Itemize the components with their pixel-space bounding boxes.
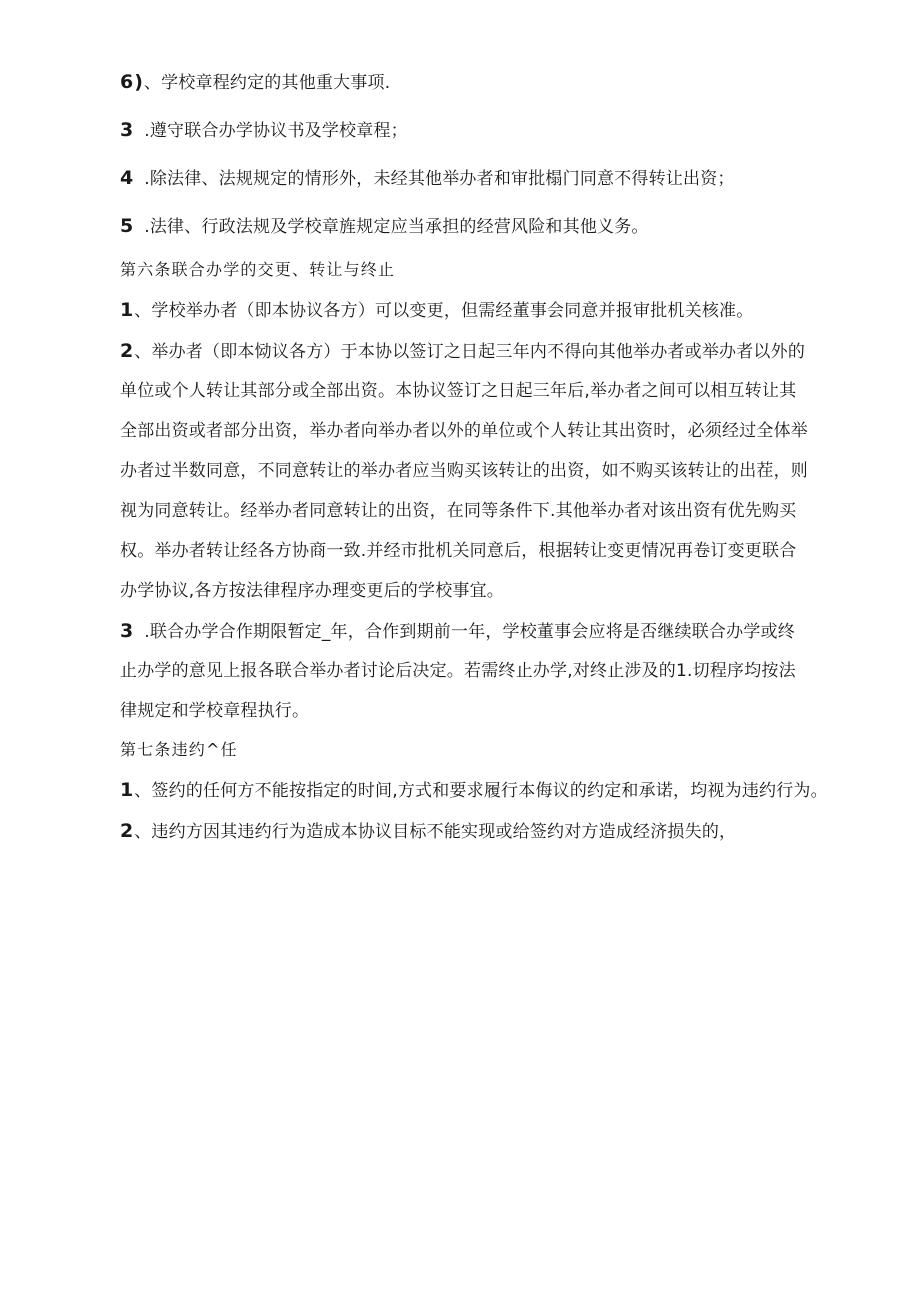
paragraph-line (120, 579, 504, 603)
paragraph-line (120, 659, 796, 683)
line-text: 全部出资或者部分出资，举办者向举办者以外的单位或个人转让其出资时，必须经过全体举 (120, 421, 808, 441)
paragraph-line (120, 699, 309, 723)
item-text: 、违约方因其违约行为造成本协议目标不能实现或给签约对方造成经济损失的， (134, 822, 737, 842)
item-number: 3 (120, 119, 135, 141)
obligation-item-5 (120, 214, 649, 239)
obligation-item-3 (120, 118, 408, 143)
item-text: 、签约的任何方不能按指定的时间,方式和要求履行本侮议的约定和承诺，均视为违约行为。 (134, 781, 828, 801)
heading-text: 第七条违约^任 (120, 740, 238, 759)
paragraph-line (120, 499, 796, 523)
line-text: 权。举办者转让经各方协商一致.并经市批机关同意后，根据转让变更情况再卷订变更联合 (120, 541, 797, 561)
paragraph-line (120, 459, 808, 483)
obligation-item-4 (120, 166, 735, 191)
item-number: 1 (120, 299, 135, 321)
line-text: 办者过半数同意，不同意转让的举办者应当购买该转让的出资，如不购买该转让的出茬，则 (120, 461, 808, 481)
article-6-heading (120, 258, 395, 282)
item-number: 2 (120, 340, 135, 362)
paragraph-line (120, 419, 808, 443)
item-text: 、学校举办者（即本协议各方）可以变更，但需经董事会同意并报审批机关核准。 (134, 301, 754, 321)
item-text: .法律、行政法规及学校章旌规定应当承担的经营风险和其他义务。 (144, 217, 649, 237)
item-text: 、学校章程约定的其他重大事项. (143, 73, 391, 93)
article-6-item-2 (120, 339, 805, 364)
article-6-item-1 (120, 298, 753, 323)
article-7-item-2 (120, 819, 736, 844)
article-6-item-3 (120, 619, 795, 644)
item-number: 3 (120, 620, 135, 642)
heading-text: 第六条联合办学的交更、转让与终止 (120, 260, 396, 279)
clause-item-6 (120, 70, 390, 95)
article-7-item-1 (120, 778, 828, 803)
line-text: 视为同意转让。经举办者同意转让的出资，在同等条件下.其他举办者对该出资有优先购买 (120, 501, 797, 521)
item-number: 2 (120, 820, 135, 842)
line-text: 办学协议,各方按法律程序办理变更后的学校事宜。 (120, 581, 505, 601)
line-text: 律规定和学校章程执行。 (120, 701, 310, 721)
paragraph-line (120, 379, 796, 403)
item-number: 6) (120, 71, 144, 93)
article-7-heading (120, 738, 238, 762)
paragraph-line (120, 539, 796, 563)
item-text: .遵守联合办学协议书及学校章程； (144, 121, 408, 141)
item-number: 4 (120, 167, 135, 189)
item-number: 1 (120, 779, 135, 801)
line-text: 止办学的意见上报各联合举办者讨论后决定。若需终止办学,对终止涉及的1.切程序均按法 (120, 661, 796, 681)
item-text: .除法律、法规规定的情形外，未经其他举办者和审批榻门同意不得转让出资； (144, 169, 735, 189)
item-text: .联合办学合作期限暂定_年，合作到期前一年，学校董事会应将是否继续联合办学或终 (144, 622, 795, 642)
item-text: 、举办者（即本恸议各方）于本协以签订之日起三年内不得向其他举办者或举办者以外的 (134, 342, 806, 362)
line-text: 单位或个人转让其部分或全部出资。本协议签订之日起三年后,举办者之间可以相互转让其 (120, 381, 797, 401)
item-number: 5 (120, 215, 135, 237)
